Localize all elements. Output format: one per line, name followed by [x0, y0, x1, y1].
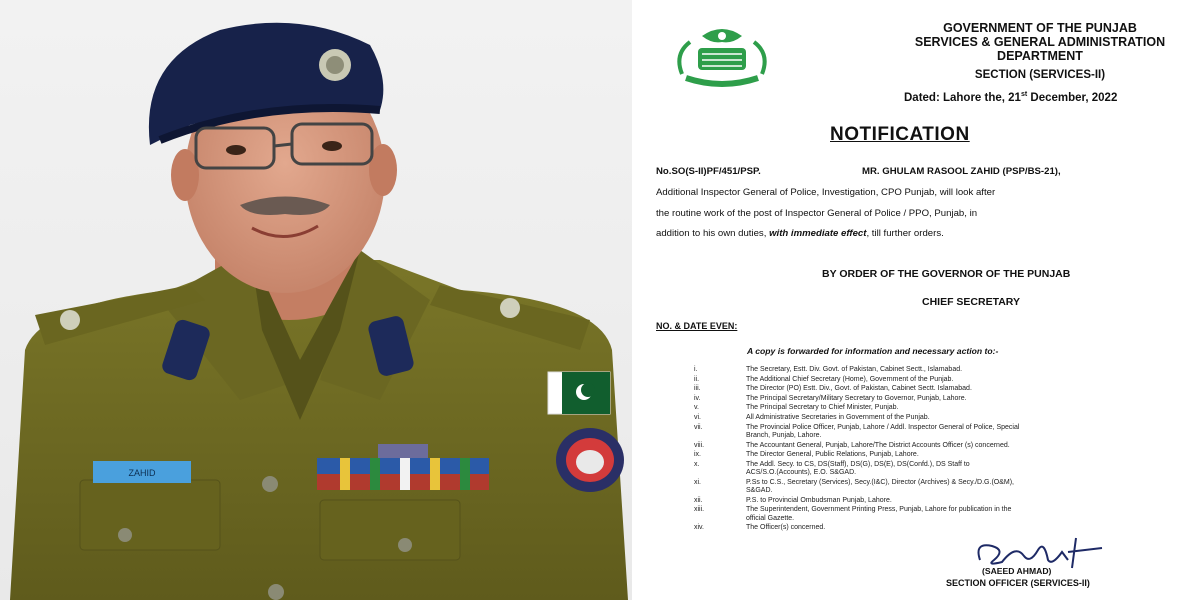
distribution-item-number: xiv.: [694, 524, 704, 532]
dated-line: [904, 91, 1117, 104]
distribution-item-text: The Accountant General, Punjab, Lahore/The District Accounts Officer (s) concerned.: [746, 441, 1010, 449]
distribution-item-number: xi.: [694, 478, 701, 486]
notification-document: [632, 0, 1200, 600]
by-order-line: BY ORDER OF THE GOVERNOR OF THE PUNJAB: [822, 268, 1071, 280]
distribution-item-number: xiii.: [694, 506, 705, 514]
signatory-name: (SAEED AHMAD): [982, 566, 1052, 576]
distribution-item-text: The Director General, Public Relations, Punjab, Lahore.: [746, 451, 919, 459]
signatory-title: SECTION OFFICER (SERVICES-II): [946, 578, 1090, 588]
distribution-item-number: x.: [694, 460, 700, 468]
distribution-item-number: xii.: [694, 496, 703, 504]
distribution-item-text: The Officer(s) concerned.: [746, 524, 826, 532]
distribution-item-number: ii.: [694, 375, 700, 383]
distribution-item-number: iv.: [694, 394, 701, 402]
distribution-item-number: vi.: [694, 414, 701, 421]
body-line-4: [656, 228, 944, 240]
distribution-item-text: S&GAD.: [746, 487, 773, 495]
body-line-2: Additional Inspector General of Police, Investigation, CPO Punjab, will look after: [656, 187, 996, 198]
reference-number: No.SO(S-II)PF/451/PSP.: [656, 166, 761, 177]
body-line-4-c: , till further orders.: [866, 228, 944, 239]
body-line-4-a: addition to his own duties,: [656, 228, 770, 239]
dated-sup: st: [1020, 91, 1028, 98]
distribution-item-text: P.Ss to C.S., Secretary (Services), Secy.(I&C), Director (Archives) & Secy./D.G.(O&M),: [746, 478, 1014, 486]
distribution-item-text: ACS/S.O.(Accounts), E.O. S&GAD.: [746, 469, 857, 477]
distribution-item-text: The Secretary, Estt. Div. Govt. of Pakistan, Cabinet Sectt., Islamabad.: [746, 366, 963, 373]
distribution-item-number: iii.: [694, 385, 701, 393]
distribution-item-text: The Principal Secretary to Chief Minister, Punjab.: [746, 404, 899, 412]
distribution-item-text: The Addl. Secy. to CS, DS(Staff), DS(G), DS(E), DS(Confd.), DS Staff to: [746, 460, 970, 468]
chief-secretary: CHIEF SECRETARY: [922, 296, 1021, 308]
gov-line-3: DEPARTMENT: [997, 49, 1083, 63]
officer-name: MR. GHULAM RASOOL ZAHID (PSP/BS-21),: [862, 166, 1061, 177]
distribution-item-text: The Provincial Police Officer, Punjab, Lahore / Addl. Inspector General of Police, Special: [746, 423, 1020, 431]
distribution-item-text: The Principal Secretary/Military Secretary to Governor, Punjab, Lahore.: [746, 394, 967, 402]
punjab-government-logo: [672, 24, 772, 94]
dated-suffix: December, 2022: [1027, 91, 1118, 104]
distribution-item-text: official Gazette.: [746, 514, 795, 522]
no-date-even: NO. & DATE EVEN:: [656, 321, 738, 331]
dated-prefix: Dated: Lahore the, 21: [904, 91, 1021, 104]
gov-line-1: GOVERNMENT OF THE PUNJAB: [943, 21, 1137, 35]
gov-line-2: SERVICES & GENERAL ADMINISTRATION: [914, 35, 1166, 49]
section-title: SECTION (SERVICES-II): [974, 69, 1106, 81]
distribution-item-number: ix.: [694, 451, 701, 459]
notification-heading: NOTIFICATION: [830, 124, 970, 145]
distribution-item-text: P.S. to Provincial Ombudsman Punjab, Lahore.: [746, 496, 892, 504]
distribution-item-number: i.: [694, 366, 698, 373]
distribution-item-number: vii.: [694, 423, 703, 431]
distribution-item-number: viii.: [694, 441, 705, 449]
distribution-item-text: The Additional Chief Secretary (Home), Government of the Punjab.: [746, 375, 954, 383]
distribution-item-text: Branch, Punjab, Lahore.: [746, 432, 822, 439]
distribution-item-text: All Administrative Secretaries in Government of the Punjab.: [746, 414, 930, 421]
distribution-item-text: The Director (PO) Estt. Div., Govt. of Pakistan, Cabinet Sectt. Islamabad.: [746, 385, 972, 393]
distribution-item-number: v.: [694, 404, 699, 412]
name-tag-text: ZAHID: [128, 468, 156, 478]
distribution-item-text: The Superintendent, Government Printing Press, Punjab, Lahore for publication in the: [746, 506, 1012, 514]
body-line-3: the routine work of the post of Inspector General of Police / PPO, Punjab, in: [656, 208, 978, 219]
copy-forwarded: A copy is forwarded for information and necessary action to:-: [747, 346, 999, 356]
body-line-4-emphasis: with immediate effect: [769, 228, 867, 239]
